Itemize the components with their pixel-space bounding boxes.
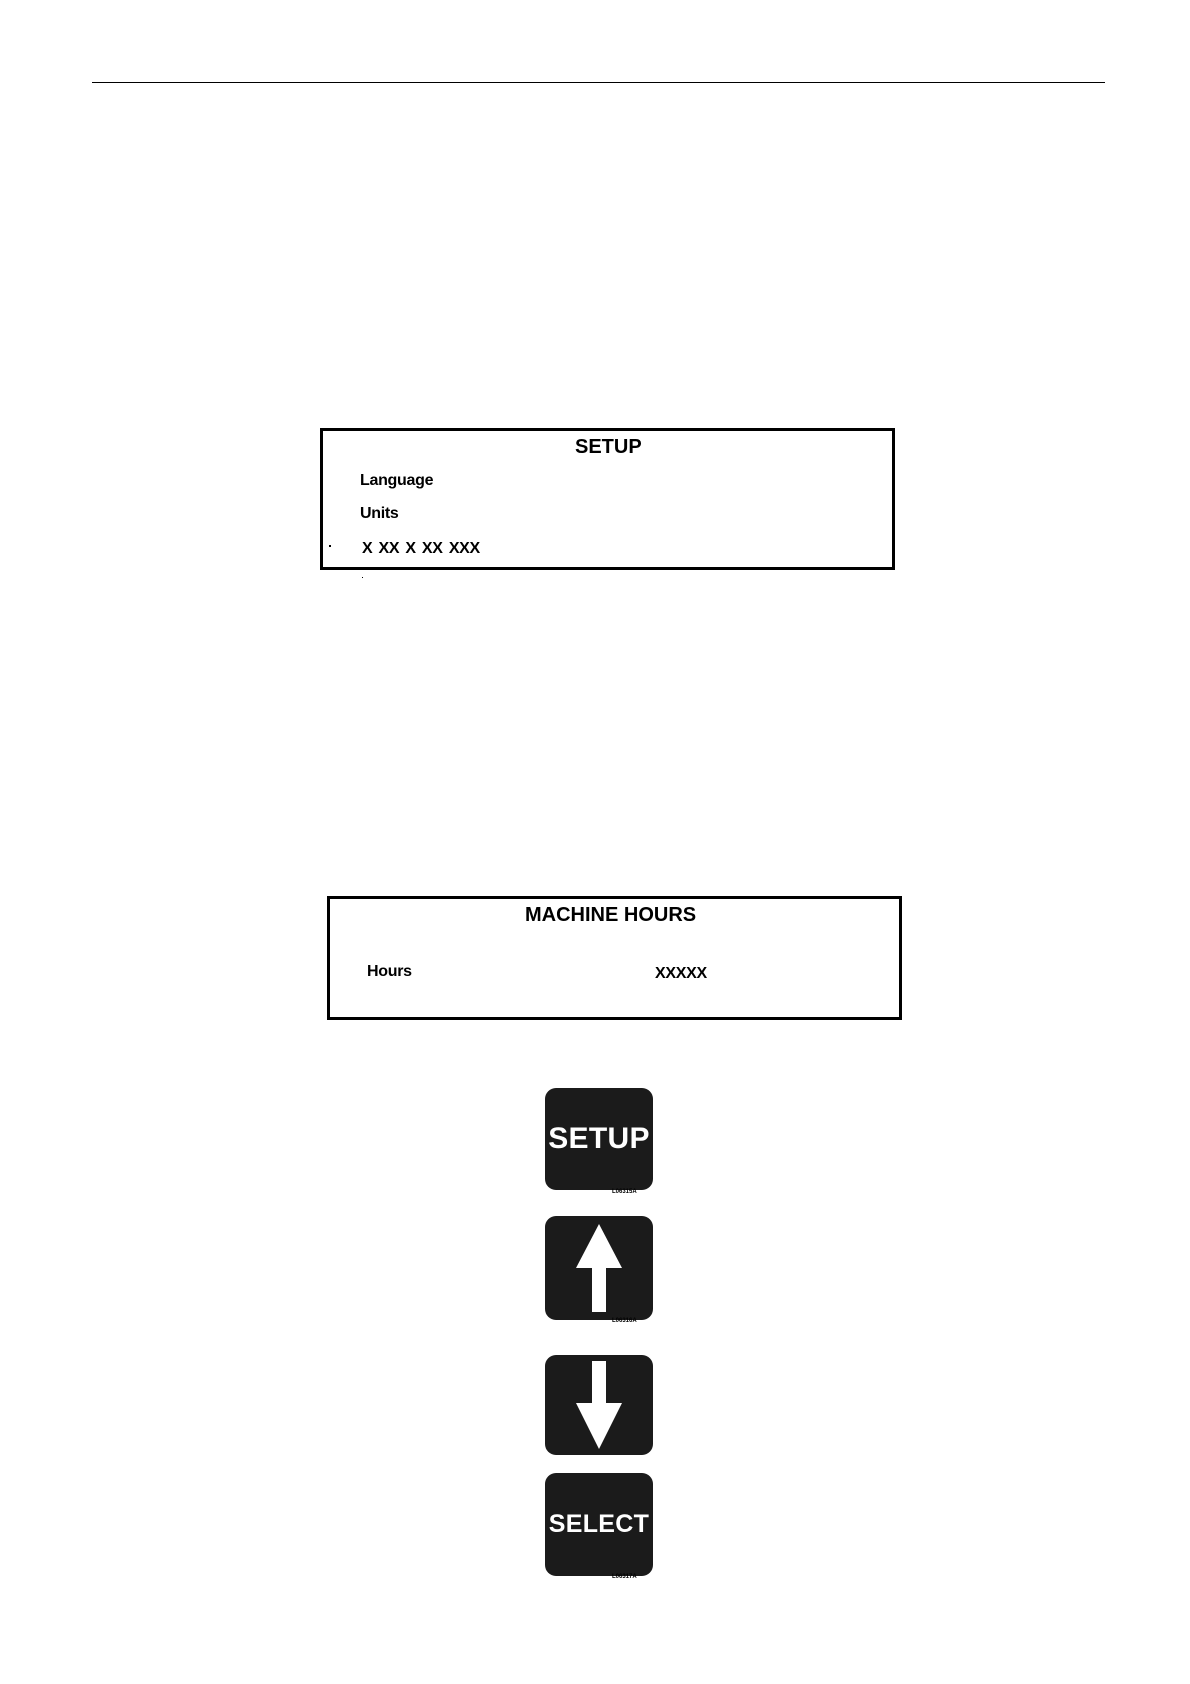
scan-speck [362, 577, 363, 578]
up-key-figure-code: L06316A [612, 1318, 637, 1324]
setup-display [320, 428, 895, 570]
machine-hours-title: MACHINE HOURS [525, 904, 697, 926]
arrow-down-icon [545, 1355, 653, 1455]
select-key-label: SELECT [548, 1510, 650, 1538]
setup-units-item: Units [360, 505, 399, 522]
header-rule [92, 82, 1105, 83]
scan-speck [329, 545, 331, 547]
up-arrow-key[interactable] [545, 1216, 653, 1320]
hours-label: Hours [367, 963, 412, 980]
select-key[interactable] [545, 1473, 653, 1576]
select-key-figure-code: L06317A [612, 1574, 637, 1580]
setup-key-figure-code: L06315A [612, 1189, 637, 1195]
hours-value: XXXXX [655, 965, 707, 982]
down-arrow-key[interactable] [545, 1355, 653, 1455]
setup-key-label: SETUP [548, 1122, 650, 1155]
machine-hours-display [327, 896, 902, 1020]
setup-key[interactable] [545, 1088, 653, 1190]
setup-value-line: X XX X XX XXX [362, 540, 480, 557]
setup-language-item: Language [360, 472, 434, 489]
arrow-up-icon [545, 1216, 653, 1320]
setup-display-title: SETUP [575, 436, 642, 458]
